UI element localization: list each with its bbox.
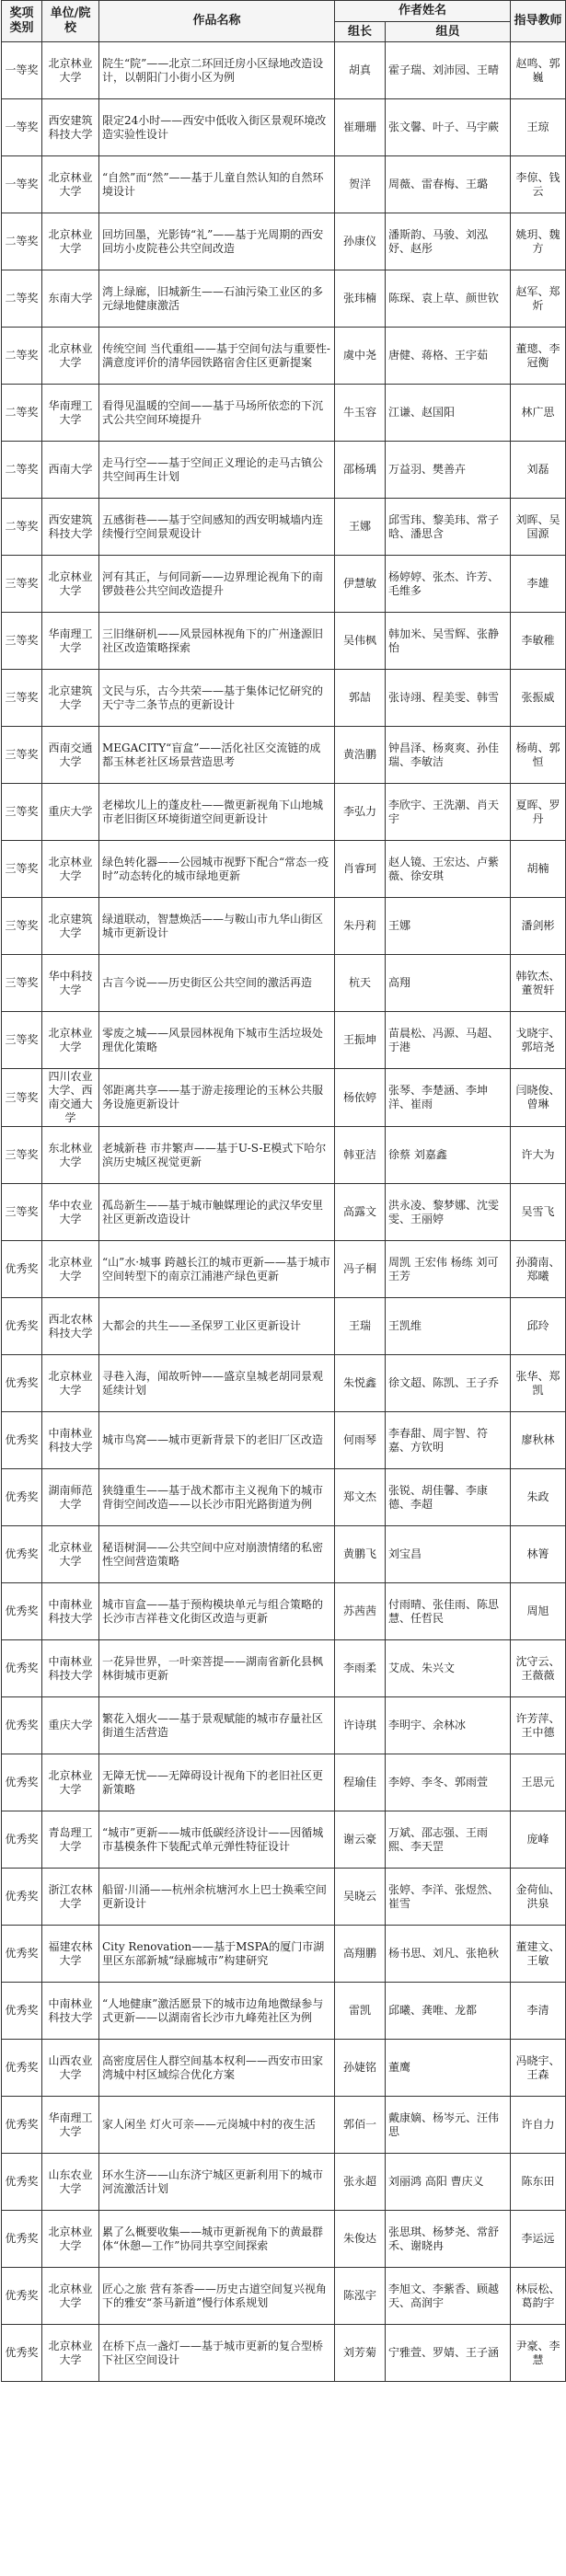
leader-cell: 张玮楠 [335, 270, 386, 328]
advisor-cell: 夏晖、罗丹 [511, 784, 566, 841]
table-row [2, 1983, 566, 2040]
unit-cell: 浙江农林大学 [42, 1869, 99, 1926]
unit-cell: 华南理工大学 [42, 2097, 99, 2154]
title-cell: 高密度居住人群空间基本权利——西安市田家湾城中村区域综合优化方案 [99, 2040, 335, 2097]
table-row [2, 328, 566, 385]
advisor-cell: 许大为 [511, 1127, 566, 1184]
unit-cell: 北京林业大学 [42, 42, 99, 99]
members-cell: 王凯维 [386, 1298, 511, 1355]
advisor-cell: 刘磊 [511, 442, 566, 499]
members-cell: 王娜 [386, 898, 511, 955]
members-cell: 潘斯韵、马骏、刘泓妤、赵彤 [386, 213, 511, 270]
leader-cell: 孙康仪 [335, 213, 386, 270]
members-cell: 洪永凌、黎梦娜、沈雯雯、王丽婷 [386, 1184, 511, 1241]
leader-cell: 许诗琪 [335, 1697, 386, 1754]
unit-cell: 福建农林大学 [42, 1926, 99, 1983]
leader-cell: 胡真 [335, 42, 386, 99]
leader-cell: 孙婕铭 [335, 2040, 386, 2097]
title-cell: “山”水·城事 跨越长江的城市更新——基于城市空间转型下的南京江浦港产绿色更新 [99, 1241, 335, 1298]
advisor-cell: 许自力 [511, 2097, 566, 2154]
unit-cell: 北京林业大学 [42, 1355, 99, 1412]
table-row [2, 670, 566, 727]
table-row [2, 156, 566, 213]
award-cell: 优秀奖 [2, 2268, 42, 2325]
table-body [2, 42, 566, 2382]
leader-cell: 高露文 [335, 1184, 386, 1241]
award-cell: 优秀奖 [2, 2325, 42, 2382]
title-cell: 寻巷入海，闻故听钟——盛京皇城老胡同景观延续计划 [99, 1355, 335, 1412]
award-cell: 三等奖 [2, 1127, 42, 1184]
unit-cell: 西北农林科技大学 [42, 1298, 99, 1355]
leader-cell: 邵杨瑀 [335, 442, 386, 499]
members-cell: 张锐、胡佳馨、李康德、李超 [386, 1469, 511, 1526]
title-cell: 狭缝重生——基于战术都市主义视角下的城市背街空间改造——以长沙市阳光路街道为例 [99, 1469, 335, 1526]
unit-cell: 重庆大学 [42, 784, 99, 841]
advisor-cell: 庞峰 [511, 1811, 566, 1869]
title-cell: City Renovation——基于MSPA的厦门市湖里区东部新城“绿廊城市”构建研究 [99, 1926, 335, 1983]
table-row [2, 613, 566, 670]
unit-cell: 东北林业大学 [42, 1127, 99, 1184]
members-cell: 江谦、赵国阳 [386, 385, 511, 442]
advisor-cell: 林箐 [511, 1526, 566, 1583]
unit-cell: 西安建筑科技大学 [42, 99, 99, 156]
award-cell: 二等奖 [2, 270, 42, 328]
title-cell: 回坊回墨，光影铸“礼”——基于光周期的西安回坊小皮院巷公共空间改造 [99, 213, 335, 270]
header-members: 组员 [386, 22, 511, 42]
table-row [2, 727, 566, 784]
table-row [2, 1926, 566, 1983]
table-row [2, 2040, 566, 2097]
members-cell: 张诗翊、程美雯、韩雪 [386, 670, 511, 727]
members-cell: 李明宇、余林冰 [386, 1697, 511, 1754]
title-cell: 孤岛新生——基于城市触媒理论的武汉华安里社区更新改造设计 [99, 1184, 335, 1241]
members-cell: 苗晨松、冯源、马超、于港 [386, 1012, 511, 1069]
title-cell: 匠心之旅 营有茶香——历史古道空间复兴视角下的雅安“茶马新道”慢行体系规划 [99, 2268, 335, 2325]
award-table [1, 0, 566, 2382]
table-row [2, 898, 566, 955]
table-row [2, 1355, 566, 1412]
table-row [2, 99, 566, 156]
table-row [2, 1069, 566, 1127]
table-row [2, 2325, 566, 2382]
leader-cell: 王瑞 [335, 1298, 386, 1355]
leader-cell: 黄浩鹏 [335, 727, 386, 784]
unit-cell: 中南林业科技大学 [42, 1983, 99, 2040]
table-row [2, 1754, 566, 1811]
advisor-cell: 沈守云、王薇薇 [511, 1640, 566, 1697]
leader-cell: 李雨柔 [335, 1640, 386, 1697]
unit-cell: 山西农业大学 [42, 2040, 99, 2097]
advisor-cell: 冯晓宇、王森 [511, 2040, 566, 2097]
advisor-cell: 李运远 [511, 2211, 566, 2268]
header-authors: 作者姓名 [335, 1, 511, 22]
title-cell: 大都会的共生——圣保罗工业区更新设计 [99, 1298, 335, 1355]
award-cell: 优秀奖 [2, 1241, 42, 1298]
unit-cell: 北京林业大学 [42, 2211, 99, 2268]
unit-cell: 北京林业大学 [42, 213, 99, 270]
members-cell: 李春甜、周宇智、符嘉、方钦明 [386, 1412, 511, 1469]
title-cell: 累了么概要收集——城市更新视角下的黄最群体“休憩—工作”协同共享空间探索 [99, 2211, 335, 2268]
leader-cell: 刘芳菊 [335, 2325, 386, 2382]
award-cell: 二等奖 [2, 442, 42, 499]
leader-cell: 朱丹莉 [335, 898, 386, 955]
advisor-cell: 朱政 [511, 1469, 566, 1526]
title-cell: 院生“院”——北京二环回迁房小区绿地改造设计，以朝阳门小街小区为例 [99, 42, 335, 99]
advisor-cell: 赵军、郑炘 [511, 270, 566, 328]
header-advisor: 指导教师 [511, 1, 566, 42]
advisor-cell: 陈东田 [511, 2154, 566, 2211]
award-cell: 优秀奖 [2, 1298, 42, 1355]
members-cell: 李欣宇、王洗潮、肖天宇 [386, 784, 511, 841]
advisor-cell: 刘晖、吴国源 [511, 499, 566, 556]
award-cell: 优秀奖 [2, 1526, 42, 1583]
table-row [2, 1583, 566, 1640]
title-cell: 城市鸟窝——城市更新背景下的老旧厂区改造 [99, 1412, 335, 1469]
members-cell: 徐文超、陈凯、王子乔 [386, 1355, 511, 1412]
title-cell: 绿道联动，智慧焕活——与鞍山市九华山街区城市更新设计 [99, 898, 335, 955]
leader-cell: 朱悦鑫 [335, 1355, 386, 1412]
table-row [2, 213, 566, 270]
award-cell: 优秀奖 [2, 1355, 42, 1412]
advisor-cell: 王琼 [511, 99, 566, 156]
leader-cell: 郭佰一 [335, 2097, 386, 2154]
table-row [2, 2211, 566, 2268]
advisor-cell: 林辰松、葛韵宇 [511, 2268, 566, 2325]
advisor-cell: 杨萌、郭恒 [511, 727, 566, 784]
members-cell: 宁雅萱、罗婧、王子涵 [386, 2325, 511, 2382]
unit-cell: 西南大学 [42, 442, 99, 499]
leader-cell: 崔珊珊 [335, 99, 386, 156]
advisor-cell: 吴雪飞 [511, 1184, 566, 1241]
award-cell: 三等奖 [2, 784, 42, 841]
table-row [2, 2268, 566, 2325]
members-cell: 韩加米、吴雪辉、张静怡 [386, 613, 511, 670]
advisor-cell: 金荷仙、洪泉 [511, 1869, 566, 1926]
award-cell: 三等奖 [2, 898, 42, 955]
title-cell: 城市盲盒——基于预构模块单元与组合策略的长沙市吉祥巷文化街区改造与更新 [99, 1583, 335, 1640]
leader-cell: 高翔鹏 [335, 1926, 386, 1983]
award-cell: 优秀奖 [2, 1811, 42, 1869]
table-row [2, 1469, 566, 1526]
title-cell: 文民与乐，古今共荣——基于集体记忆研究的天宁寺二条节点的更新设计 [99, 670, 335, 727]
members-cell: 赵人镜、王宏达、卢紫薇、徐安琪 [386, 841, 511, 898]
members-cell: 邱雪玮、黎美玮、常子晗、潘思含 [386, 499, 511, 556]
title-cell: 老城新巷 市井繁声——基于U-S-E模式下哈尔滨历史城区视觉更新 [99, 1127, 335, 1184]
members-cell: 霍子瑞、刘沛园、王晴 [386, 42, 511, 99]
award-cell: 一等奖 [2, 42, 42, 99]
unit-cell: 北京林业大学 [42, 328, 99, 385]
award-cell: 优秀奖 [2, 1412, 42, 1469]
advisor-cell: 董璁、李冠衡 [511, 328, 566, 385]
members-cell: 艾成、朱兴文 [386, 1640, 511, 1697]
title-cell: 秘语树洞——公共空间中应对崩溃情绪的私密性空间营造策略 [99, 1526, 335, 1583]
members-cell: 邱曦、龚唯、龙都 [386, 1983, 511, 2040]
members-cell: 杨婷婷、张杰、许芳、毛维多 [386, 556, 511, 613]
leader-cell: 何雨琴 [335, 1412, 386, 1469]
award-cell: 二等奖 [2, 328, 42, 385]
members-cell: 陈琛、袁上草、颜世钦 [386, 270, 511, 328]
unit-cell: 北京林业大学 [42, 841, 99, 898]
members-cell: 万益羽、樊善卉 [386, 442, 511, 499]
table-row [2, 1697, 566, 1754]
advisor-cell: 周旭 [511, 1583, 566, 1640]
leader-cell: 张永超 [335, 2154, 386, 2211]
award-cell: 二等奖 [2, 499, 42, 556]
award-cell: 优秀奖 [2, 1469, 42, 1526]
members-cell: 付雨晴、张佳雨、陈思慧、任哲民 [386, 1583, 511, 1640]
award-cell: 优秀奖 [2, 1926, 42, 1983]
table-row [2, 784, 566, 841]
leader-cell: 杨依婷 [335, 1069, 386, 1127]
leader-cell: 朱俊达 [335, 2211, 386, 2268]
award-cell: 三等奖 [2, 1012, 42, 1069]
award-cell: 三等奖 [2, 670, 42, 727]
title-cell: “自然”而“然”——基于儿童自然认知的自然环境设计 [99, 156, 335, 213]
header-award: 奖项类别 [2, 1, 42, 42]
title-cell: 船留·川涌——杭州余杭塘河水上巴士换乘空间更新设计 [99, 1869, 335, 1926]
unit-cell: 西安建筑科技大学 [42, 499, 99, 556]
title-cell: 传统空间 当代重组——基于空间句法与重要性-满意度评价的清华园铁路宿舍住区更新提案 [99, 328, 335, 385]
unit-cell: 东南大学 [42, 270, 99, 328]
advisor-cell: 潘剑彬 [511, 898, 566, 955]
unit-cell: 北京建筑大学 [42, 670, 99, 727]
members-cell: 张文馨、叶子、马宇蕨 [386, 99, 511, 156]
leader-cell: 王娜 [335, 499, 386, 556]
table-row [2, 42, 566, 99]
members-cell: 唐健、蒋格、王宇茹 [386, 328, 511, 385]
leader-cell: 吴晓云 [335, 1869, 386, 1926]
advisor-cell: 孙漪南、郑曦 [511, 1241, 566, 1298]
advisor-cell: 张振威 [511, 670, 566, 727]
title-cell: 老梯坎儿上的蓬皮杜——微更新视角下山地城市老旧街区环境街道空间更新设计 [99, 784, 335, 841]
members-cell: 周薇、雷春梅、王璐 [386, 156, 511, 213]
title-cell: 看得见温暖的空间——基于马场所依恋的下沉式公共空间环境提升 [99, 385, 335, 442]
advisor-cell: 王思元 [511, 1754, 566, 1811]
advisor-cell: 胡楠 [511, 841, 566, 898]
leader-cell: 郑文杰 [335, 1469, 386, 1526]
award-cell: 优秀奖 [2, 1583, 42, 1640]
advisor-cell: 许芳萍、王中德 [511, 1697, 566, 1754]
advisor-cell: 韩钦杰、董贺轩 [511, 955, 566, 1012]
members-cell: 戴康嫡、杨岑元、汪伟思 [386, 2097, 511, 2154]
title-cell: 三旧继研机——风景园林视角下的广州逢源旧社区改造策略探索 [99, 613, 335, 670]
title-cell: MEGACITY“盲盒”——活化社区交流链的成都玉林老社区场景营造思考 [99, 727, 335, 784]
unit-cell: 华南理工大学 [42, 385, 99, 442]
table-row [2, 385, 566, 442]
members-cell: 高翔 [386, 955, 511, 1012]
advisor-cell: 邱玲 [511, 1298, 566, 1355]
unit-cell: 华中科技大学 [42, 955, 99, 1012]
advisor-cell: 尹豪、李慧 [511, 2325, 566, 2382]
table-row [2, 1298, 566, 1355]
advisor-cell: 李雄 [511, 556, 566, 613]
award-cell: 优秀奖 [2, 1869, 42, 1926]
members-cell: 李旭文、李紫香、顾越天、高润宇 [386, 2268, 511, 2325]
unit-cell: 北京林业大学 [42, 156, 99, 213]
advisor-cell: 董建文、王敏 [511, 1926, 566, 1983]
unit-cell: 北京林业大学 [42, 1754, 99, 1811]
table-row [2, 1526, 566, 1583]
table-row [2, 1869, 566, 1926]
leader-cell: 郭喆 [335, 670, 386, 727]
award-cell: 三等奖 [2, 955, 42, 1012]
table-row [2, 1640, 566, 1697]
leader-cell: 王振坤 [335, 1012, 386, 1069]
unit-cell: 华南理工大学 [42, 613, 99, 670]
leader-cell: 苏茜茜 [335, 1583, 386, 1640]
unit-cell: 北京林业大学 [42, 1012, 99, 1069]
table-row [2, 1811, 566, 1869]
title-cell: 零废之城——风景园林视角下城市生活垃圾处理优化策略 [99, 1012, 335, 1069]
award-cell: 三等奖 [2, 727, 42, 784]
title-cell: 在桥下点一盏灯——基于城市更新的复合型桥下社区空间设计 [99, 2325, 335, 2382]
advisor-cell: 李倞、钱云 [511, 156, 566, 213]
award-cell: 优秀奖 [2, 1697, 42, 1754]
award-cell: 三等奖 [2, 556, 42, 613]
advisor-cell: 李敏稚 [511, 613, 566, 670]
table-row [2, 499, 566, 556]
advisor-cell: 姚玥、魏方 [511, 213, 566, 270]
unit-cell: 湖南师范大学 [42, 1469, 99, 1526]
table-row [2, 1184, 566, 1241]
leader-cell: 肖睿珂 [335, 841, 386, 898]
members-cell: 刘宝昌 [386, 1526, 511, 1583]
unit-cell: 北京林业大学 [42, 2325, 99, 2382]
title-cell: 走马行空——基于空间正义理论的走马古镇公共空间再生计划 [99, 442, 335, 499]
unit-cell: 中南林业科技大学 [42, 1412, 99, 1469]
award-cell: 优秀奖 [2, 2097, 42, 2154]
members-cell: 周凯 王宏伟 杨练 刘可 王芳 [386, 1241, 511, 1298]
award-cell: 优秀奖 [2, 1754, 42, 1811]
members-cell: 张琴、李楚涵、李坤洋、崔雨 [386, 1069, 511, 1127]
award-cell: 三等奖 [2, 613, 42, 670]
table-row [2, 1127, 566, 1184]
title-cell: “人地健康”激活愿景下的城市边角地微绿参与式更新——以湖南省长沙市九峰苑社区为例 [99, 1983, 335, 2040]
table-row [2, 1012, 566, 1069]
unit-cell: 北京林业大学 [42, 556, 99, 613]
award-cell: 优秀奖 [2, 2040, 42, 2097]
title-cell: “城市”更新——城市低碳经济设计——因循城市基模条件下装配式单元弹性特征设计 [99, 1811, 335, 1869]
title-cell: 繁花入烟火——基于景观赋能的城市存量社区街道生活营造 [99, 1697, 335, 1754]
award-cell: 一等奖 [2, 156, 42, 213]
award-cell: 三等奖 [2, 1184, 42, 1241]
award-cell: 优秀奖 [2, 1983, 42, 2040]
table-header [2, 1, 566, 42]
award-cell: 优秀奖 [2, 2211, 42, 2268]
unit-cell: 青岛理工大学 [42, 1811, 99, 1869]
advisor-cell: 李清 [511, 1983, 566, 2040]
members-cell: 李婷、李冬、郭雨萱 [386, 1754, 511, 1811]
members-cell: 徐蔡 刘嘉鑫 [386, 1127, 511, 1184]
unit-cell: 北京建筑大学 [42, 898, 99, 955]
advisor-cell: 戈晓宇、郭培尧 [511, 1012, 566, 1069]
award-cell: 优秀奖 [2, 2154, 42, 2211]
title-cell: 环水生济——山东济宁城区更新利用下的城市河流激活计划 [99, 2154, 335, 2211]
title-cell: 一花异世界，一叶栾菩提——湖南省新化县枫林街城市更新 [99, 1640, 335, 1697]
table-row [2, 955, 566, 1012]
unit-cell: 山东农业大学 [42, 2154, 99, 2211]
unit-cell: 北京林业大学 [42, 2268, 99, 2325]
members-cell: 万斌、邵志强、王雨熙、李天罡 [386, 1811, 511, 1869]
unit-cell: 北京林业大学 [42, 1526, 99, 1583]
advisor-cell: 林广思 [511, 385, 566, 442]
leader-cell: 黄鹏飞 [335, 1526, 386, 1583]
table-row [2, 556, 566, 613]
members-cell: 刘丽鸿 高阳 曹庆义 [386, 2154, 511, 2211]
unit-cell: 西南交通大学 [42, 727, 99, 784]
members-cell: 张婷、李洋、张煜然、崔雪 [386, 1869, 511, 1926]
title-cell: 无障无忧——无障碍设计视角下的老旧社区更新策略 [99, 1754, 335, 1811]
title-cell: 五感街巷——基于空间感知的西安明城墙内连续慢行空间景观设计 [99, 499, 335, 556]
header-unit: 单位/院校 [42, 1, 99, 42]
unit-cell: 北京林业大学 [42, 1241, 99, 1298]
members-cell: 董鹰 [386, 2040, 511, 2097]
header-title: 作品名称 [99, 1, 335, 42]
table-row [2, 442, 566, 499]
title-cell: 河有其正，与何同新——边界理论视角下的南锣鼓巷公共空间改造提升 [99, 556, 335, 613]
leader-cell: 虞中尧 [335, 328, 386, 385]
table-row [2, 1241, 566, 1298]
unit-cell: 中南林业科技大学 [42, 1640, 99, 1697]
leader-cell: 冯子桐 [335, 1241, 386, 1298]
leader-cell: 陈泓宇 [335, 2268, 386, 2325]
advisor-cell: 张华、郑凯 [511, 1355, 566, 1412]
advisor-cell: 闫晓俊、曾琳 [511, 1069, 566, 1127]
leader-cell: 牛玉容 [335, 385, 386, 442]
leader-cell: 杭天 [335, 955, 386, 1012]
members-cell: 张思琪、杨梦尧、常舒禾、谢晓冉 [386, 2211, 511, 2268]
leader-cell: 吴伟枫 [335, 613, 386, 670]
title-cell: 古言今说——历史街区公共空间的激活再造 [99, 955, 335, 1012]
leader-cell: 韩亚洁 [335, 1127, 386, 1184]
unit-cell: 四川农业大学、西南交通大学 [42, 1069, 99, 1127]
award-cell: 优秀奖 [2, 1640, 42, 1697]
leader-cell: 伊慧敏 [335, 556, 386, 613]
leader-cell: 李弘力 [335, 784, 386, 841]
advisor-cell: 赵鸣、郭巍 [511, 42, 566, 99]
unit-cell: 重庆大学 [42, 1697, 99, 1754]
header-leader: 组长 [335, 22, 386, 42]
members-cell: 杨书思、刘凡、张艳秋 [386, 1926, 511, 1983]
table-row [2, 2154, 566, 2211]
award-cell: 三等奖 [2, 841, 42, 898]
title-cell: 家人闲坐 灯火可亲——元岗城中村的夜生活 [99, 2097, 335, 2154]
table-row [2, 270, 566, 328]
members-cell: 钟昌泽、杨爽爽、孙佳瑞、李敏洁 [386, 727, 511, 784]
leader-cell: 雷凯 [335, 1983, 386, 2040]
table-row [2, 841, 566, 898]
title-cell: 湾上绿廊，旧城新生——石油污染工业区的多元绿地健康激活 [99, 270, 335, 328]
award-cell: 三等奖 [2, 1069, 42, 1127]
table-row [2, 1412, 566, 1469]
unit-cell: 华中农业大学 [42, 1184, 99, 1241]
title-cell: 限定24小时——西安中低收入街区景观环境改造实验性设计 [99, 99, 335, 156]
award-cell: 二等奖 [2, 385, 42, 442]
title-cell: 绿色转化器——公园城市视野下配合“常态一疫时”动态转化的城市绿地更新 [99, 841, 335, 898]
award-document [1, 0, 565, 2382]
award-cell: 一等奖 [2, 99, 42, 156]
title-cell: 邻距离共享——基于游走接理论的玉林公共服务设施更新设计 [99, 1069, 335, 1127]
leader-cell: 程瑜佳 [335, 1754, 386, 1811]
table-row [2, 2097, 566, 2154]
leader-cell: 贺洋 [335, 156, 386, 213]
unit-cell: 中南林业科技大学 [42, 1583, 99, 1640]
leader-cell: 谢云豪 [335, 1811, 386, 1869]
advisor-cell: 廖秋林 [511, 1412, 566, 1469]
award-cell: 二等奖 [2, 213, 42, 270]
